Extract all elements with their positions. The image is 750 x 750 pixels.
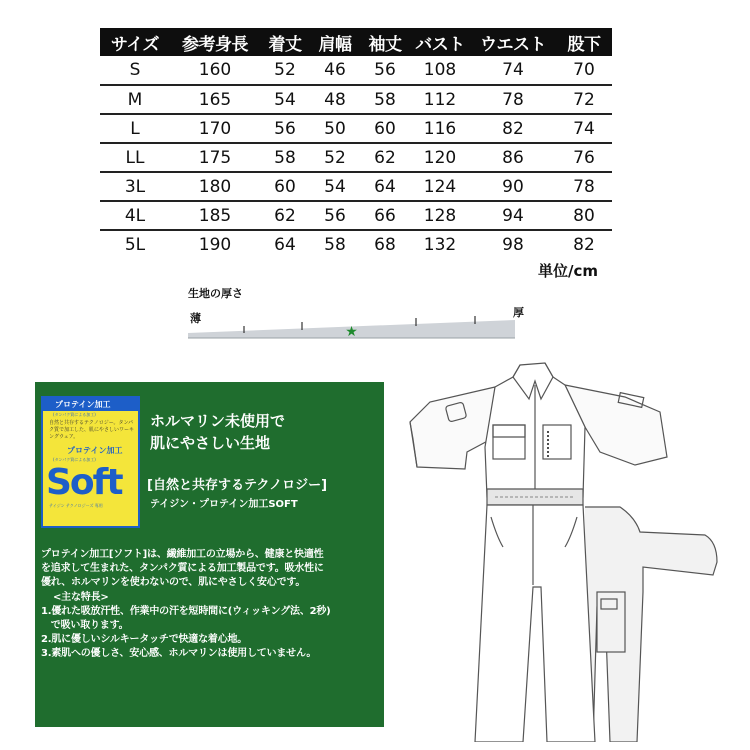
thin-label: 薄 bbox=[190, 312, 201, 325]
thickness-scale bbox=[188, 305, 518, 341]
size-value-cell: 86 bbox=[470, 143, 556, 172]
unit-label: 単位/cm bbox=[538, 262, 599, 280]
header-inseam: 股下 bbox=[556, 28, 612, 56]
protein-promo-panel bbox=[35, 382, 384, 727]
feature-item: 1.優れた吸放汗性、作業中の汗を短時間に(ウィッキング法、2秒) bbox=[41, 606, 331, 617]
size-row bbox=[100, 114, 612, 143]
body-line: 優れ、ホルマリンを使わないので、肌にやさしく安心です。 bbox=[41, 577, 306, 588]
size-value-cell: 68 bbox=[374, 235, 396, 255]
size-label-cell: L bbox=[100, 114, 170, 143]
body-line: プロテイン加工[ソフト]は、繊維加工の立場から、健康と快適性 bbox=[41, 549, 324, 560]
feature-item: で吸い取ります。 bbox=[41, 620, 129, 631]
size-value-cell: 128 bbox=[410, 201, 470, 230]
badge-description: 自然と共存するテクノロジー。タンパク質で加工した、肌にやさしいワーキングウェア。 bbox=[49, 420, 135, 440]
size-value-cell: 50 bbox=[310, 114, 360, 143]
size-value-cell: 82 bbox=[470, 114, 556, 143]
size-value-cell: 116 bbox=[410, 114, 470, 143]
size-value-cell: 54 bbox=[260, 85, 310, 114]
size-value-cell: 72 bbox=[556, 85, 612, 114]
feature-item: 3.素肌への優しさ、安心感、ホルマリンは使用していません。 bbox=[41, 648, 317, 659]
size-value-cell: 54 bbox=[310, 172, 360, 201]
header-size: サイズ bbox=[100, 28, 170, 56]
header-waist: ウエスト bbox=[470, 28, 556, 56]
size-value-cell: 60 bbox=[360, 114, 410, 143]
size-value-cell: 74 bbox=[556, 114, 612, 143]
size-value-cell: 132 bbox=[423, 235, 457, 255]
catch-line-2: 肌にやさしい生地 bbox=[150, 434, 271, 452]
header-bust: バスト bbox=[410, 28, 470, 56]
size-value-cell: 74 bbox=[470, 56, 556, 85]
size-value-cell: 170 bbox=[170, 114, 260, 143]
feature-item: 2.肌に優しいシルキータッチで快適な着心地。 bbox=[41, 634, 248, 645]
thickness-marker-star: ★ bbox=[345, 324, 358, 340]
soft-logo: Soft bbox=[46, 462, 122, 503]
size-label-cell: LL bbox=[100, 143, 170, 172]
size-value-cell: 56 bbox=[360, 56, 410, 85]
badge-subheader: (タンパク質による加工) bbox=[53, 412, 96, 417]
size-label-cell: S bbox=[100, 56, 170, 85]
size-value-cell: 108 bbox=[410, 56, 470, 85]
badge-footer: テイジン テクノロジーズ 専用 bbox=[49, 503, 103, 508]
size-value-cell: 70 bbox=[556, 56, 612, 85]
size-value-cell: 180 bbox=[170, 172, 260, 201]
size-value-cell: 52 bbox=[260, 56, 310, 85]
catch-line-3: [自然と共存するテクノロジー] bbox=[147, 478, 328, 493]
size-table bbox=[100, 28, 612, 259]
catch-line-1: ホルマリン未使用で bbox=[150, 412, 286, 430]
size-value-cell: 94 bbox=[470, 201, 556, 230]
size-value-cell: 56 bbox=[260, 114, 310, 143]
size-value-cell: 185 bbox=[170, 201, 260, 230]
size-value-cell: 165 bbox=[170, 85, 260, 114]
size-value-cell: 58 bbox=[260, 143, 310, 172]
size-value-cell: 82 bbox=[573, 235, 595, 255]
header-shoulder: 肩幅 bbox=[310, 28, 360, 56]
size-row bbox=[100, 56, 612, 85]
size-label-cell: 4L bbox=[100, 201, 170, 230]
size-value-cell: 64 bbox=[274, 235, 296, 255]
size-value-cell: 58 bbox=[360, 85, 410, 114]
size-value-cell: 62 bbox=[260, 201, 310, 230]
size-value-cell: 48 bbox=[310, 85, 360, 114]
size-value-cell: 64 bbox=[360, 172, 410, 201]
size-value-cell: 112 bbox=[410, 85, 470, 114]
features-title: <主な特長> bbox=[53, 592, 109, 603]
size-value-cell: 124 bbox=[410, 172, 470, 201]
size-table-header-row bbox=[100, 28, 612, 56]
body-line: を追求して生まれた、タンパク質による加工製品です。吸水性に bbox=[41, 563, 324, 574]
header-length: 着丈 bbox=[260, 28, 310, 56]
size-value-cell: 78 bbox=[556, 172, 612, 201]
catch-line-4: テイジン・プロテイン加工SOFT bbox=[150, 499, 298, 510]
size-value-cell: 58 bbox=[324, 235, 346, 255]
thick-label: 厚 bbox=[513, 306, 524, 319]
size-value-cell: 175 bbox=[170, 143, 260, 172]
header-height: 参考身長 bbox=[170, 28, 260, 56]
size-row bbox=[100, 85, 612, 114]
size-value-cell: 56 bbox=[310, 201, 360, 230]
size-value-cell: 66 bbox=[360, 201, 410, 230]
size-row bbox=[100, 201, 612, 230]
size-value-cell: 76 bbox=[556, 143, 612, 172]
badge-brand-sub: (タンパク質による加工) bbox=[53, 457, 96, 462]
size-label-cell: M bbox=[100, 85, 170, 114]
protein-soft-badge bbox=[41, 396, 140, 528]
size-value-cell: 190 bbox=[198, 235, 232, 255]
features-list bbox=[41, 605, 381, 661]
size-label-cell: 3L bbox=[100, 172, 170, 201]
size-row bbox=[100, 230, 612, 259]
promo-body bbox=[41, 548, 381, 661]
size-value-cell: 90 bbox=[470, 172, 556, 201]
size-value-cell: 60 bbox=[260, 172, 310, 201]
size-row bbox=[100, 172, 612, 201]
size-label-cell: 5L bbox=[124, 235, 146, 255]
thickness-title: 生地の厚さ bbox=[188, 287, 243, 300]
size-value-cell: 160 bbox=[170, 56, 260, 85]
size-value-cell: 46 bbox=[310, 56, 360, 85]
size-value-cell: 62 bbox=[360, 143, 410, 172]
size-value-cell: 52 bbox=[310, 143, 360, 172]
header-sleeve: 袖丈 bbox=[360, 28, 410, 56]
size-value-cell: 120 bbox=[410, 143, 470, 172]
size-value-cell: 98 bbox=[502, 235, 524, 255]
badge-header: プロテイン加工 bbox=[43, 398, 138, 411]
size-row bbox=[100, 143, 612, 172]
size-value-cell: 78 bbox=[470, 85, 556, 114]
badge-brand-label: プロテイン加工 bbox=[67, 446, 123, 455]
size-value-cell: 80 bbox=[556, 201, 612, 230]
coverall-back-view bbox=[585, 507, 717, 742]
coverall-illustration bbox=[405, 357, 740, 742]
